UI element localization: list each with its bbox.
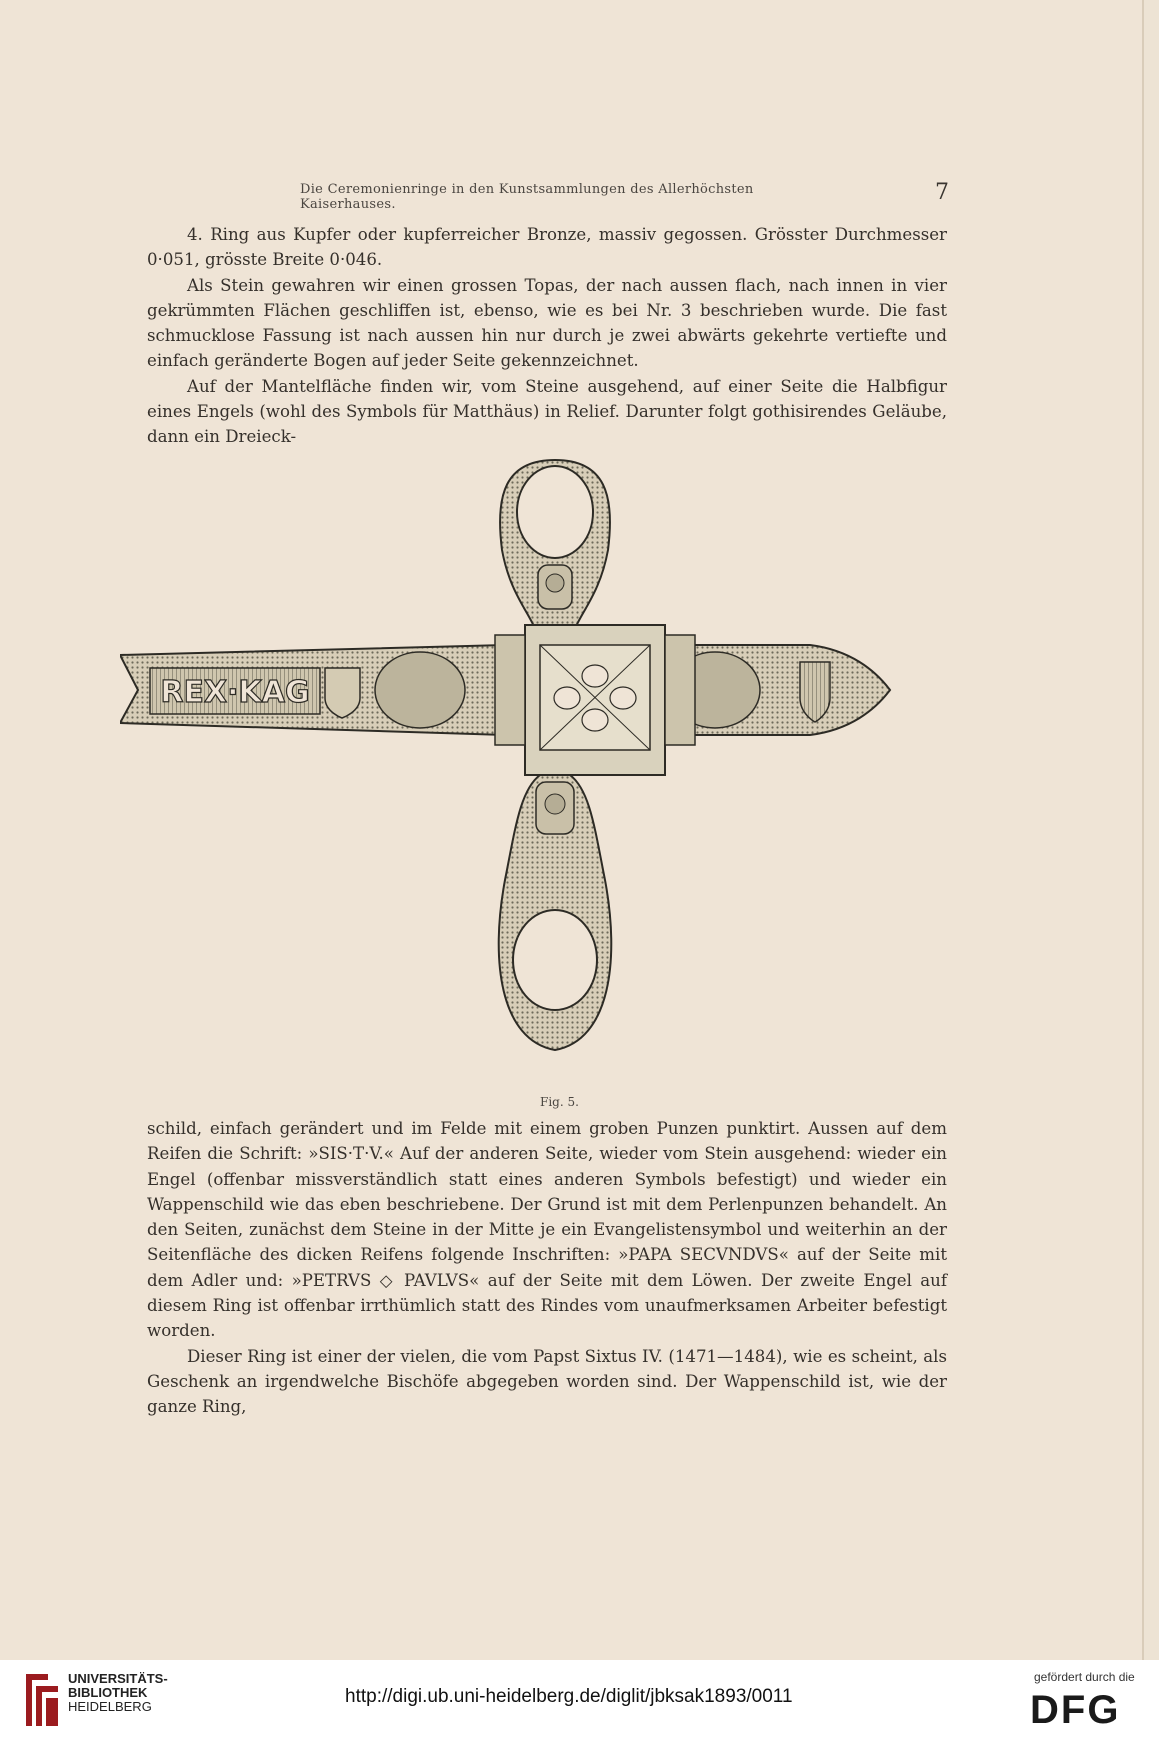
paragraph-sixtus: Dieser Ring ist einer der vielen, die vom Papst Sixtus IV. (1471—1484), wie es scheint, als Geschenk an irgendwelche Bischöfe abgegeben worden sind. Der Wappenschild ist, wie der ganze Ring, (147, 1346, 947, 1417)
coat-of-arms-shield-right (800, 662, 830, 722)
running-title: Die Ceremonienringe in den Kunstsammlungen des Allerhöchsten Kaiserhauses. (300, 182, 754, 212)
dfg-logo: DFG (1030, 1688, 1121, 1732)
funded-by-label: gefördert durch die (1034, 1670, 1135, 1684)
library-line-1: UNIVERSITÄTS- (68, 1671, 168, 1686)
text-block-bottom (147, 1116, 947, 1420)
ring-bezel (495, 625, 695, 775)
paragraph-mantle: Auf der Mantelfläche finden wir, vom Steine ausgehend, auf einer Seite die Halbfigur eines Engels (wohl des Symbols für Matthäus) in Relief. Darunter folgt gothisirendes Geläube, dann ein Dreieck- (147, 376, 947, 447)
page-number: 7 (935, 180, 949, 205)
paragraph-inscriptions: schild, einfach gerändert und im Felde mit einem groben Punzen punktirt. Aussen auf dem Reifen die Schrift: »SIS·T·V.« Auf der anderen Seite, wieder vom Stein ausgehend: wieder ein Engel (offenbar missverständlich statt eines anderen Symbols befestigt) und wieder ein Wappenschild wie das eben beschriebene. Der Grund ist mit dem Perlenpunzen behandelt. An den Seiten, zunächst dem Steine in der Mitte je ein Evangelistensymbol und weiterhin an der Seitenfläche des dicken Reifens folgende Inschriften: »PAPA SECVNDVS« auf der Seite mit dem Adler und: »PETRVS ◇ PAVLVS« auf der Seite mit dem Löwen. Der zweite Engel auf diesem Ring ist offenbar irrthümlich statt des Rindes vom unaufmerksamen Arbeiter befestigt worden. (147, 1119, 947, 1341)
university-library-name (68, 1672, 168, 1714)
library-line-3: HEIDELBERG (68, 1699, 152, 1714)
eagle-relief (375, 652, 465, 728)
digitization-footer (0, 1660, 1159, 1742)
library-line-2: BIBLIOTHEK (68, 1685, 148, 1700)
ring-top-loop (500, 460, 610, 650)
ring-engraving-figure (120, 440, 990, 1100)
text-block-top (147, 222, 947, 450)
ring-bottom-loop (499, 775, 612, 1050)
university-library-logo-icon (22, 1670, 62, 1730)
coat-of-arms-shield-left (325, 668, 360, 718)
paragraph-stone: Als Stein gewahren wir einen grossen Topas, der nach aussen flach, nach innen in vier gekrümmten Flächen geschliffen ist, ebenso, wie es bei Nr. 3 beschrieben wurde. Die fast schmucklose Fassung ist nach aussen hin nur durch je zwei abwärts gekehrte vertiefte und einfach geränderte Bogen auf jeder Seite gekennzeichnet. (147, 275, 947, 371)
band-inscription: REX·KAG (160, 675, 310, 710)
figure-caption: Fig. 5. (540, 1095, 579, 1109)
permalink-url[interactable]: http://digi.ub.uni-heidelberg.de/diglit/jbksak1893/0011 (345, 1686, 793, 1707)
paragraph-ring-description: 4. Ring aus Kupfer oder kupferreicher Bronze, massiv gegossen. Grösster Durchmesser 0·051, grösste Breite 0·046. (147, 225, 947, 270)
